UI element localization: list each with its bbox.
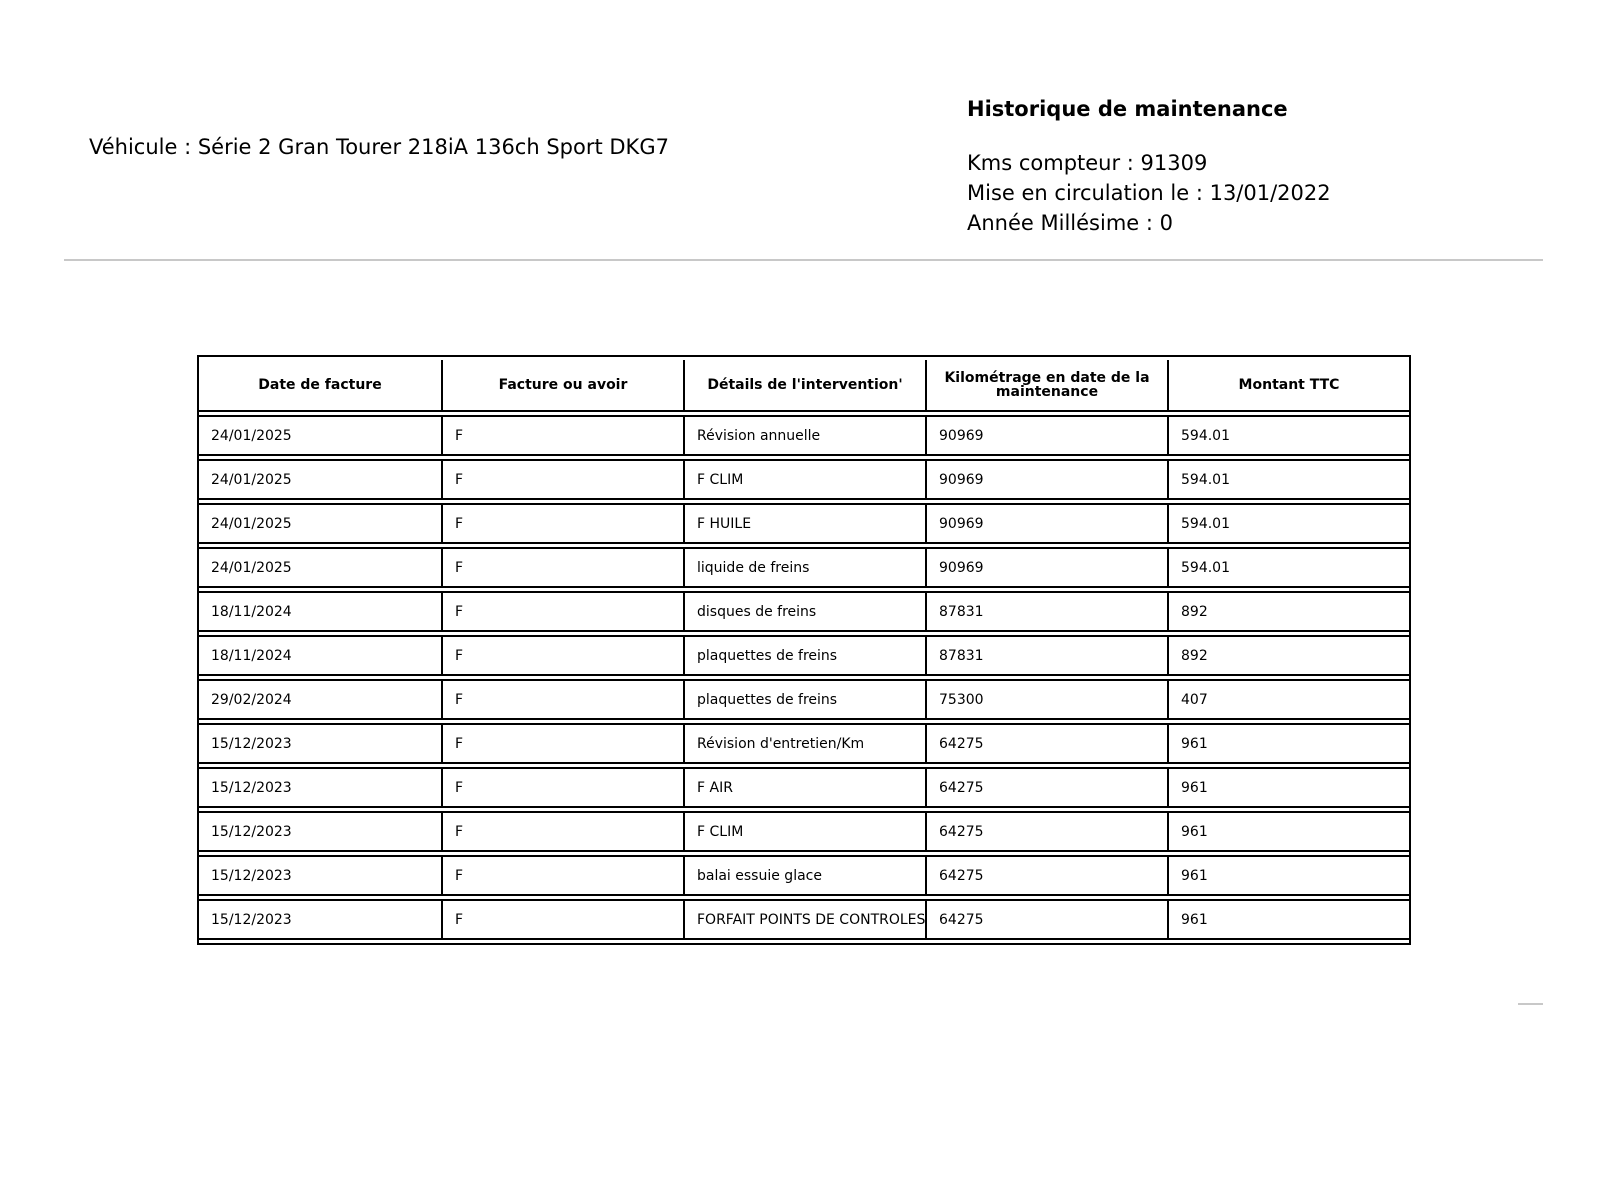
table-row — [199, 415, 1409, 456]
maintenance-table — [197, 355, 1411, 945]
cell-details: FORFAIT POINTS DE CONTROLES — [683, 899, 925, 940]
table-header-row — [199, 360, 1409, 412]
cell-type: F — [441, 591, 683, 632]
table-row — [199, 459, 1409, 500]
cell-amount: 594.01 — [1167, 459, 1409, 500]
cell-details: F HUILE — [683, 503, 925, 544]
header-amount: Montant TTC — [1167, 360, 1409, 412]
cell-date: 15/12/2023 — [199, 899, 441, 940]
table-row — [199, 811, 1409, 852]
footer-divider — [1518, 1003, 1543, 1005]
cell-details: disques de freins — [683, 591, 925, 632]
cell-type: F — [441, 547, 683, 588]
cell-mileage: 90969 — [925, 503, 1167, 544]
cell-date: 24/01/2025 — [199, 459, 441, 500]
cell-amount: 594.01 — [1167, 547, 1409, 588]
cell-mileage: 64275 — [925, 767, 1167, 808]
cell-amount: 961 — [1167, 767, 1409, 808]
cell-mileage: 87831 — [925, 591, 1167, 632]
table-row — [199, 635, 1409, 676]
cell-mileage: 64275 — [925, 899, 1167, 940]
cell-date: 29/02/2024 — [199, 679, 441, 720]
cell-mileage: 64275 — [925, 855, 1167, 896]
table-row — [199, 899, 1409, 940]
cell-type: F — [441, 767, 683, 808]
table-row — [199, 503, 1409, 544]
cell-mileage: 64275 — [925, 811, 1167, 852]
maintenance-info — [967, 96, 1331, 238]
cell-amount: 594.01 — [1167, 503, 1409, 544]
cell-type: F — [441, 723, 683, 764]
cell-amount: 961 — [1167, 723, 1409, 764]
page-title: Historique de maintenance — [967, 97, 1288, 121]
cell-details: plaquettes de freins — [683, 679, 925, 720]
cell-date: 15/12/2023 — [199, 811, 441, 852]
cell-details: F CLIM — [683, 811, 925, 852]
cell-type: F — [441, 899, 683, 940]
circulation-date: Mise en circulation le : 13/01/2022 — [967, 181, 1331, 205]
cell-type: F — [441, 415, 683, 456]
table-row — [199, 723, 1409, 764]
cell-type: F — [441, 811, 683, 852]
cell-date: 15/12/2023 — [199, 767, 441, 808]
cell-date: 24/01/2025 — [199, 415, 441, 456]
cell-date: 18/11/2024 — [199, 635, 441, 676]
cell-type: F — [441, 635, 683, 676]
header-details: Détails de l'intervention' — [683, 360, 925, 412]
cell-details: Révision d'entretien/Km — [683, 723, 925, 764]
table-row — [199, 855, 1409, 896]
cell-amount: 407 — [1167, 679, 1409, 720]
cell-mileage: 90969 — [925, 415, 1167, 456]
table-row — [199, 679, 1409, 720]
cell-amount: 594.01 — [1167, 415, 1409, 456]
cell-amount: 961 — [1167, 899, 1409, 940]
cell-type: F — [441, 459, 683, 500]
cell-details: Révision annuelle — [683, 415, 925, 456]
cell-date: 15/12/2023 — [199, 855, 441, 896]
cell-details: plaquettes de freins — [683, 635, 925, 676]
cell-mileage: 87831 — [925, 635, 1167, 676]
kms-counter: Kms compteur : 91309 — [967, 151, 1208, 175]
cell-date: 24/01/2025 — [199, 547, 441, 588]
cell-amount: 961 — [1167, 855, 1409, 896]
header-date: Date de facture — [199, 360, 441, 412]
header-mileage: Kilométrage en date de la maintenance — [925, 360, 1167, 412]
cell-date: 15/12/2023 — [199, 723, 441, 764]
cell-type: F — [441, 503, 683, 544]
millesime-year: Année Millésime : 0 — [967, 211, 1173, 235]
cell-mileage: 75300 — [925, 679, 1167, 720]
cell-date: 24/01/2025 — [199, 503, 441, 544]
cell-amount: 961 — [1167, 811, 1409, 852]
cell-details: balai essuie glace — [683, 855, 925, 896]
table-row — [199, 591, 1409, 632]
table-row — [199, 547, 1409, 588]
cell-details: liquide de freins — [683, 547, 925, 588]
cell-date: 18/11/2024 — [199, 591, 441, 632]
header-divider — [64, 259, 1543, 261]
cell-amount: 892 — [1167, 591, 1409, 632]
cell-mileage: 90969 — [925, 459, 1167, 500]
cell-amount: 892 — [1167, 635, 1409, 676]
cell-mileage: 64275 — [925, 723, 1167, 764]
cell-type: F — [441, 679, 683, 720]
cell-details: F AIR — [683, 767, 925, 808]
cell-type: F — [441, 855, 683, 896]
vehicle-label: Véhicule : Série 2 Gran Tourer 218iA 136ch Sport DKG7 — [89, 135, 669, 159]
cell-mileage: 90969 — [925, 547, 1167, 588]
cell-details: F CLIM — [683, 459, 925, 500]
header-type: Facture ou avoir — [441, 360, 683, 412]
table-row — [199, 767, 1409, 808]
